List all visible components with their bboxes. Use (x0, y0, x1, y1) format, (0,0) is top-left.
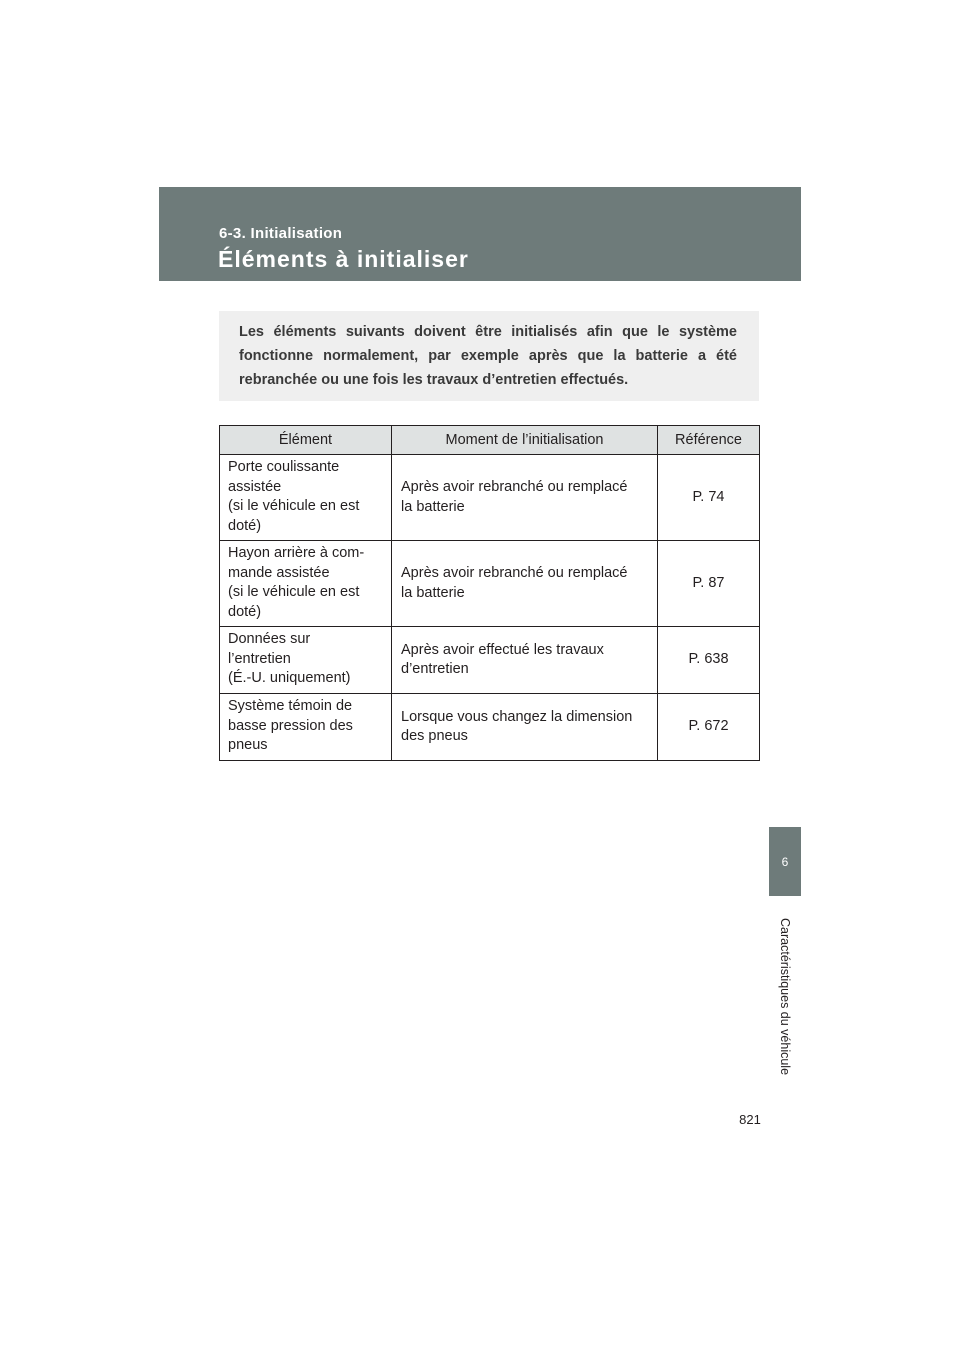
chapter-tab: 6 (769, 827, 801, 896)
item-line: Système témoin de (228, 698, 353, 714)
item-cell (220, 694, 392, 761)
when-line: des pneus (401, 728, 468, 744)
item-line: doté) (228, 603, 262, 620)
item-line: pneus (228, 737, 268, 753)
table-row (220, 541, 760, 627)
when-line: la batterie (401, 584, 465, 601)
when-line: Après avoir rebranché ou remplacé (401, 565, 628, 581)
header-reference: Référence (658, 426, 760, 455)
item-line: Hayon arrière à com- (228, 545, 365, 561)
header-item: Élément (220, 426, 392, 455)
item-line: Porte coulissante (228, 459, 340, 475)
item-line: (si le véhicule en est (228, 498, 360, 514)
section-label: 6-3. Initialisation (219, 225, 343, 242)
reference-cell: P. 638 (658, 627, 760, 694)
item-line: mande assistée (228, 564, 330, 581)
item-line: (É.-U. uniquement) (228, 670, 351, 686)
when-cell (392, 455, 658, 541)
item-line: basse pression des (228, 717, 353, 734)
item-line: Données sur (228, 631, 311, 647)
when-line: d’entretien (401, 661, 469, 677)
item-cell (220, 455, 392, 541)
chapter-title (761, 905, 809, 1088)
page-title: Éléments à initialiser (218, 246, 469, 272)
when-line: Après avoir rebranché ou remplacé (401, 479, 628, 495)
initialization-table (219, 425, 760, 761)
reference-cell: P. 74 (658, 455, 760, 541)
item-line: doté) (228, 517, 262, 534)
table-header-row (220, 426, 760, 455)
table-row (220, 694, 760, 761)
table-row (220, 455, 760, 541)
item-line: l’entretien (228, 650, 291, 667)
item-line: assistée (228, 478, 282, 495)
item-line: (si le véhicule en est (228, 584, 360, 600)
when-cell (392, 694, 658, 761)
item-cell (220, 627, 392, 694)
reference-cell: P. 672 (658, 694, 760, 761)
table-row (220, 627, 760, 694)
page-number: 821 (739, 1112, 761, 1127)
intro-text: Les éléments suivants doivent être initialisés afin que le système fonctionne normalement, par exemple après que la batterie a été rebranchée ou une fois les travaux d’entretien effectués. (239, 324, 737, 388)
when-cell (392, 541, 658, 627)
item-cell (220, 541, 392, 627)
chapter-title-text: Caractéristiques du véhicule (778, 917, 792, 1076)
when-line: la batterie (401, 498, 465, 515)
intro-box (219, 311, 759, 401)
header-when: Moment de l’initialisation (392, 426, 658, 455)
when-line: Après avoir effectué les travaux (401, 641, 604, 658)
when-line: Lorsque vous changez la dimension (401, 708, 633, 725)
reference-cell: P. 87 (658, 541, 760, 627)
when-cell (392, 627, 658, 694)
